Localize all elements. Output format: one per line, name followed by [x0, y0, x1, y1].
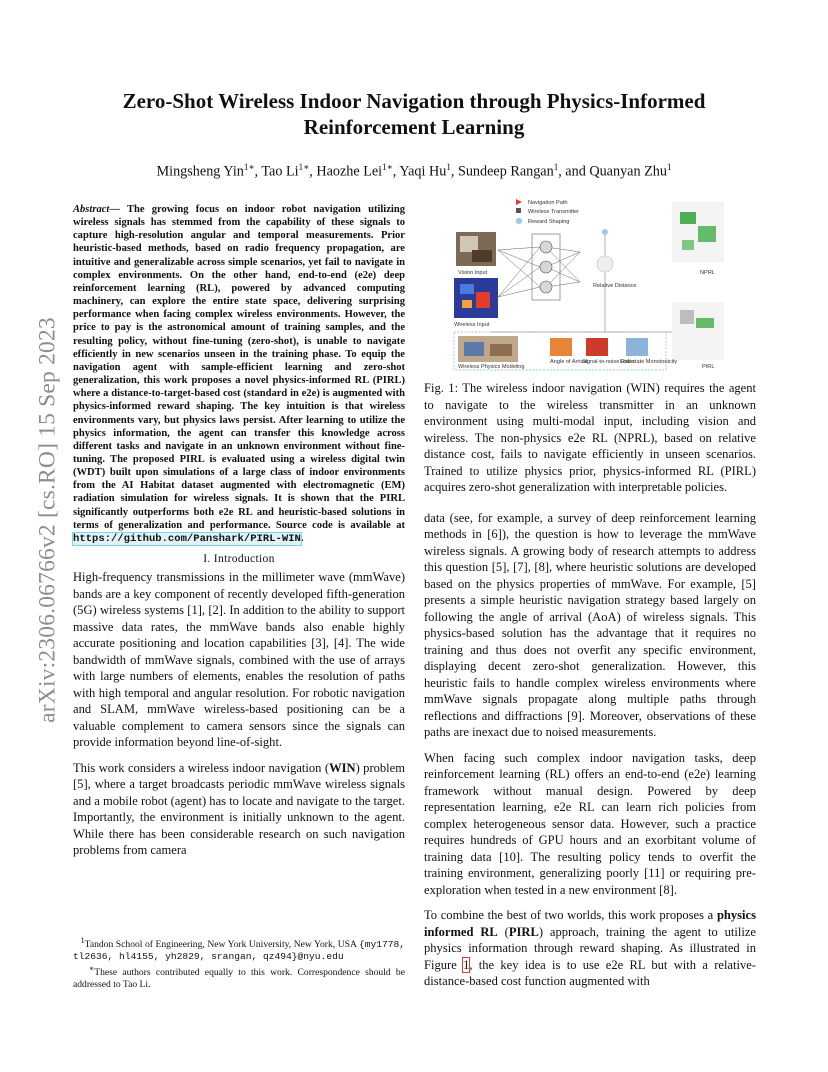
- left-column: [73, 203, 405, 868]
- pirl-term: physics informed RL: [424, 908, 756, 939]
- abstract-text: — The growing focus on indoor robot navigation utilizing wireless signals has stemmed from the capability of these signals to capture high-resolution angular and temporal measurements. Prior heuristic-based methods, based on radio frequency propagation, are intuitive and generalizable across simple scenarios, yet fail to navigate in complex environments. On the other hand, end-to-end (e2e) deep reinforcement learning (RL), powered by advanced computing machinery, can explore the entire state space, delivering surprising performance when facing complex wireless environments. However, the price to pay is the astronomical amount of training samples, and the resulting policy, without fine-tuning (zero-shot), is unable to navigate efficiently in new scenarios unseen in the training phase. To equip the navigation agent with sample-efficient learning and zero-shot generalization, this work proposes a novel physics-informed RL (PIRL) where a distance-to-target-based cost (standard in e2e) is augmented with physics-informed reward shaping. The key intuition is that wireless environments vary, but physics laws persist. After learning to utilize the physics information, the agent can transfer this knowledge across different tasks and navigate in an unknown environment without fine-tuning. The proposed PIRL is evaluated using a wireless digital twin (WDT) built upon simulations of a large class of indoor environments from the AI Habitat dataset augmented with electromagnetic (EM) radiation simulation for wireless signals. It is shown that the PIRL significantly outperforms both e2e RL and heuristic-based solutions in terms of generalization and performance. Source code is available at: [73, 204, 405, 531]
- network-node: [540, 261, 552, 273]
- author-name: Tao Li: [261, 163, 299, 180]
- floorplan-room: [696, 318, 714, 328]
- wireless-input-label: Wireless Input: [454, 322, 490, 328]
- heatmap-cell: [462, 300, 472, 308]
- footnote-mark: ∗: [88, 964, 95, 973]
- source-code-link[interactable]: https://github.com/Panshark/PIRL-WIN: [73, 532, 301, 545]
- author-name: Sundeep Rangan: [457, 163, 554, 180]
- network-node: [540, 281, 552, 293]
- paper-title: Zero-Shot Wireless Indoor Navigation through Physics-Informed Reinforcement Learning: [122, 89, 706, 139]
- footnote-affiliation: [73, 935, 405, 963]
- snr-label: Signal-to-noise Ratio: [582, 359, 634, 365]
- link-state-icon: [626, 338, 648, 356]
- reward-shaping-node: [602, 229, 608, 235]
- right-column: [424, 380, 756, 999]
- legend-wireless-transmitter: Wireless Transmitter: [528, 209, 579, 215]
- room-window: [460, 236, 478, 252]
- right-paragraph-3: [424, 907, 756, 990]
- author-affiliation-mark: 1: [446, 162, 451, 172]
- aoa-icon: [550, 338, 572, 356]
- author-affiliation-mark: 1∗: [243, 162, 255, 172]
- arxiv-id-text: arXiv:2306.06766v2 [cs.RO] 15 Sep 2023: [34, 317, 61, 723]
- vision-input-label: Vision Input: [458, 270, 488, 276]
- author-separator: ,: [392, 163, 400, 180]
- footnote-equal-contribution: [73, 963, 405, 991]
- arxiv-identifier-stamp: [34, 270, 62, 770]
- link-state-label: Link-state Monotonicity: [620, 359, 678, 365]
- text-span: This work considers a wireless indoor navigation (: [73, 760, 330, 775]
- author-affiliation-mark: 1∗: [298, 162, 310, 172]
- aoa-label: Angle of Arrival: [550, 359, 588, 365]
- floorplan-room: [680, 310, 694, 324]
- author-name: Haozhe Lei: [316, 163, 383, 180]
- legend-reward-shaping: Reward Shaping: [528, 219, 570, 225]
- floorplan-room: [698, 226, 716, 242]
- footnote-mark: 1: [80, 936, 85, 945]
- heatmap-cell: [476, 292, 490, 308]
- footnote-text: These authors contributed equally to this work. Correspondence should be addressed to Tao Li.: [73, 967, 405, 991]
- author-separator: ,: [309, 163, 317, 180]
- room-furniture: [472, 250, 492, 262]
- author-name: Mingsheng Yin: [156, 163, 244, 180]
- abstract-label: Abstract: [73, 204, 110, 215]
- right-paragraph-2: When facing such complex indoor navigation tasks, deep reinforcement learning (RL) offers an end-to-end (e2e) learning framework without manual design. Powered by deep representation learning, e2e RL can learn rich policies from complex heterogeneous sensor data. However, such a practice requires hundreds of GPU hours and an exorbitant volume of training data [10]. The resulting policy tends to overfit the training environment, generalizing poorly [11] or requiring pre-exploration when tested in a new environment [8].: [424, 750, 756, 897]
- snr-icon: [586, 338, 608, 356]
- floorplan-room: [680, 212, 696, 224]
- reward-shaping-icon: [516, 218, 522, 224]
- pirl-acronym: PIRL: [508, 924, 539, 939]
- intro-paragraph-1: High-frequency transmissions in the millimeter wave (mmWave) bands are a key component of recently developed fifth-generation (5G) wireless systems [1], [2]. In addition to the ability to support massive data rates, the mmWave bands also enable highly accurate positioning and location capabilities [3], [4]. The wide bandwidth of mmWave signals, combined with the use of arrays with large numbers of elements, enables the resolution of paths with high temporal and angular resolution. For robotic navigation and SLAM, mmWave wireless-based positioning can be a valuable complement to camera sensors since the signals can provide information beyond line-of-sight.: [73, 570, 405, 750]
- author-affiliation-mark: 1∗: [382, 162, 393, 172]
- relative-distance-label: Relative Distance: [593, 283, 637, 289]
- footnotes: [73, 935, 405, 991]
- wireless-transmitter-icon: [516, 208, 521, 213]
- floorplan-room: [682, 240, 694, 250]
- author-separator: ,: [450, 163, 458, 180]
- legend-navigation-path: Navigation Path: [528, 200, 568, 206]
- author-name: Quanyan Zhu: [589, 163, 667, 180]
- author-separator: ,: [254, 163, 262, 180]
- intro-paragraph-2: [73, 760, 405, 859]
- author-list: [80, 162, 748, 181]
- author-affiliation-mark: 1: [553, 162, 559, 172]
- text-span: To combine the best of two worlds, this work proposes a: [424, 908, 717, 922]
- abstract-end: .: [300, 532, 304, 544]
- author-affiliation-mark: 1: [666, 162, 672, 172]
- abstract: [73, 203, 405, 546]
- win-term: WIN: [329, 760, 356, 775]
- footnote-text: Tandon School of Engineering, New York University, New York, USA: [84, 939, 359, 951]
- text-span: , the key idea is to use e2e RL but with a relative-distance-based cost function augmented with: [424, 957, 756, 988]
- wireless-physics-modeling-label: Wireless Physics Modeling: [458, 364, 525, 370]
- figure-reference-link[interactable]: 1: [463, 957, 470, 972]
- section-heading-introduction: I. Introduction: [203, 552, 275, 566]
- right-paragraph-1: data (see, for example, a survey of deep reinforcement learning methods in [6]), the question is how to leverage the mmWave wireless signals. A growing body of research attempts to address this question [5], [7], [8], where heuristic solutions are developed based on the physics properties of mmWave. For example, [5] presents a simple heuristic navigation strategy based largely on following the angle of arrival (AoA) of wireless signals. This physics-based solution has the advantage that it requires no training and thus does not overfit any specific environment, displaying decent zero-shot generalization. However, this heuristic fails to handle complex wireless environments where mmWave signals propagate along multiple paths through reflections and diffractions [9]. Moreover, observations of these paths are inexact due to noised measurements.: [424, 510, 756, 739]
- author-name: Yaqi Hu: [399, 163, 447, 180]
- author-separator: , and: [558, 163, 590, 180]
- pirl-label: PIRL: [702, 364, 715, 370]
- footnote-emails: {my1778, tl2636, hl4155, yh2829, srangan, qz494}@nyu.edu: [73, 939, 405, 963]
- pirl-floorplan: [672, 302, 724, 360]
- relative-distance-node: [597, 256, 613, 272]
- network-connections: [490, 232, 675, 332]
- figure-1-diagram: [450, 192, 740, 372]
- figure-1-svg: [450, 192, 740, 372]
- scene-object: [464, 342, 484, 356]
- text-span: ) approach, training the agent to utilize physics information through reward shaping. As illustrated in Figure: [424, 924, 756, 972]
- network-node: [540, 241, 552, 253]
- text-span: (: [497, 924, 509, 939]
- scene-object: [490, 344, 512, 356]
- figure-1-caption: Fig. 1: The wireless indoor navigation (WIN) requires the agent to navigate to the wireless transmitter in an unknown environment using multi-modal input, including vision and wireless. The non-physics e2e RL (NPRL), based on relative distance cost, fails to navigate efficiently in unseen scenarios. Trained to utilize physics prior, physics-informed RL (PIRL) acquires zero-shot generalization with interpretable policies.: [424, 381, 756, 494]
- text-span: ) problem [5], where a target broadcasts periodic mmWave wireless signals and a mobile robot (agent) has to locate and navigate to the target. Importantly, the environment is initially unknown to the agent. While there has been considerable research on such navigation problems from camera: [73, 760, 405, 858]
- navigation-path-icon: [516, 199, 522, 205]
- nprl-label: NPRL: [700, 270, 715, 276]
- heatmap-cell: [460, 284, 474, 294]
